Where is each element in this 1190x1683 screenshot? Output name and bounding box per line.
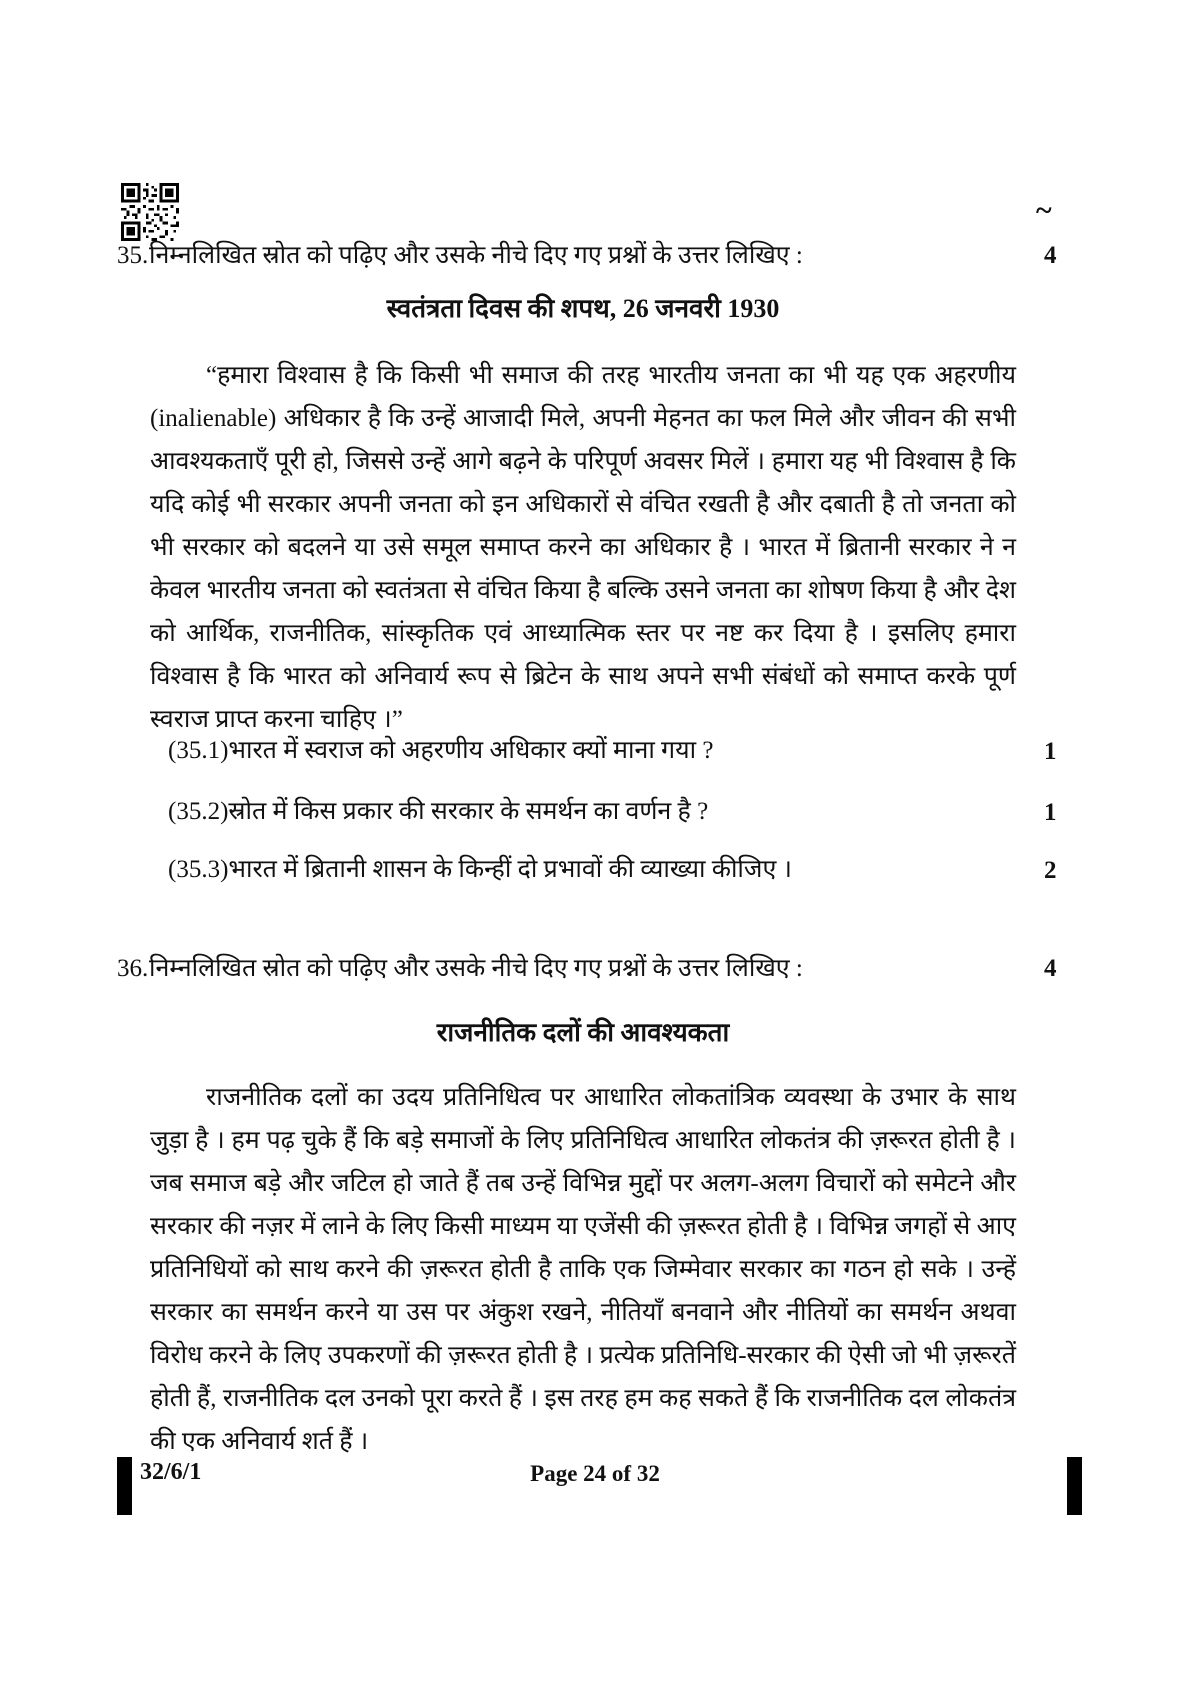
question-35-source-title: स्वतंत्रता दिवस की शपथ, 26 जनवरी 1930	[386, 294, 780, 323]
question-36-number: 36.	[117, 955, 149, 982]
question-36	[117, 953, 1017, 985]
qr-code-icon	[120, 183, 180, 241]
sub-question-35-3-number: (35.3)	[168, 856, 229, 883]
sub-question-35-1	[168, 735, 1018, 766]
sub-question-35-3	[168, 854, 1018, 885]
question-35-marks: 4	[1044, 242, 1057, 269]
sub-question-35-3-marks: 2	[1044, 857, 1057, 884]
question-35	[117, 240, 1017, 272]
sub-question-35-2	[168, 796, 1018, 827]
sub-question-35-1-number: (35.1)	[168, 737, 229, 764]
sub-question-35-1-marks: 1	[1044, 738, 1057, 765]
page-number-label: Page 24 of 32	[530, 1461, 660, 1486]
sub-question-35-2-text: स्रोत में किस प्रकार की सरकार के समर्थन का वर्णन है ?	[228, 798, 709, 825]
paper-code: 32/6/1	[140, 1459, 202, 1485]
sub-question-35-3-text: भारत में ब्रितानी शासन के किन्हीं दो प्रभावों की व्याख्या कीजिए ।	[228, 856, 793, 883]
sub-question-35-2-number: (35.2)	[168, 798, 229, 825]
tilde-mark: ~	[1036, 194, 1052, 227]
sub-question-35-1-text: भारत में स्वराज को अहरणीय अधिकार क्यों माना गया ?	[228, 737, 714, 764]
question-36-marks: 4	[1044, 955, 1057, 982]
sub-question-35-2-marks: 1	[1044, 799, 1057, 826]
question-36-prompt: निम्नलिखित स्रोत को पढ़िए और उसके नीचे दिए गए प्रश्नों के उत्तर लिखिए :	[149, 955, 803, 982]
question-35-number: 35.	[117, 242, 149, 269]
footer-right-bar	[1067, 1457, 1082, 1515]
question-35-passage: “हमारा विश्वास है कि किसी भी समाज की तरह भारतीय जनता का भी यह एक अहरणीय (inalienable) अधिकार है कि उन्हें आजादी मिले, अपनी मेहनत का फल मिले और जीवन की सभी आवश्यकताएँ पूरी हो, जिससे उन्हें आगे बढ़ने के परिपूर्ण अवसर मिलें । हमारा यह भी विश्वास है कि यदि कोई भी सरकार अपनी जनता को इन अधिकारों से वंचित रखती है और दबाती है तो जनता को भी सरकार को बदलने या उसे समूल समाप्त करने का अधिकार है । भारत में ब्रितानी सरकार ने न केवल भारतीय जनता को स्वतंत्रता से वंचित किया है बल्कि उसने जनता का शोषण किया है और देश को आर्थिक, राजनीतिक, सांस्कृतिक एवं आध्यात्मिक स्तर पर नष्ट कर दिया है । इसलिए हमारा विश्वास है कि भारत को अनिवार्य रूप से ब्रिटेन के साथ अपने सभी संबंधों को समाप्त करके पूर्ण स्वराज प्राप्त करना चाहिए ।”	[150, 362, 1016, 733]
question-35-prompt: निम्नलिखित स्रोत को पढ़िए और उसके नीचे दिए गए प्रश्नों के उत्तर लिखिए :	[149, 242, 803, 269]
question-36-passage: राजनीतिक दलों का उदय प्रतिनिधित्व पर आधारित लोकतांत्रिक व्यवस्था के उभार के साथ जुड़ा है । हम पढ़ चुके हैं कि बड़े समाजों के लिए प्रतिनिधित्व आधारित लोकतंत्र की ज़रूरत होती है । जब समाज बड़े और जटिल हो जाते हैं तब उन्हें विभिन्न मुद्दों पर अलग-अलग विचारों को समेटने और सरकार की नज़र में लाने के लिए किसी माध्यम या एजेंसी की ज़रूरत होती है । विभिन्न जगहों से आए प्रतिनिधियों को साथ करने की ज़रूरत होती है ताकि एक जिम्मेवार सरकार का गठन हो सके । उन्हें सरकार का समर्थन करने या उस पर अंकुश रखने, नीतियाँ बनवाने और नीतियों का समर्थन अथवा विरोध करने के लिए उपकरणों की ज़रूरत होती है । प्रत्येक प्रतिनिधि-सरकार की ऐसी जो भी ज़रूरतें होती हैं, राजनीतिक दल उनको पूरा करते हैं । इस तरह हम कह सकते हैं कि राजनीतिक दल लोकतंत्र की एक अनिवार्य शर्त हैं ।	[150, 1084, 1016, 1455]
question-36-source-title: राजनीतिक दलों की आवश्यकता	[436, 1018, 730, 1047]
